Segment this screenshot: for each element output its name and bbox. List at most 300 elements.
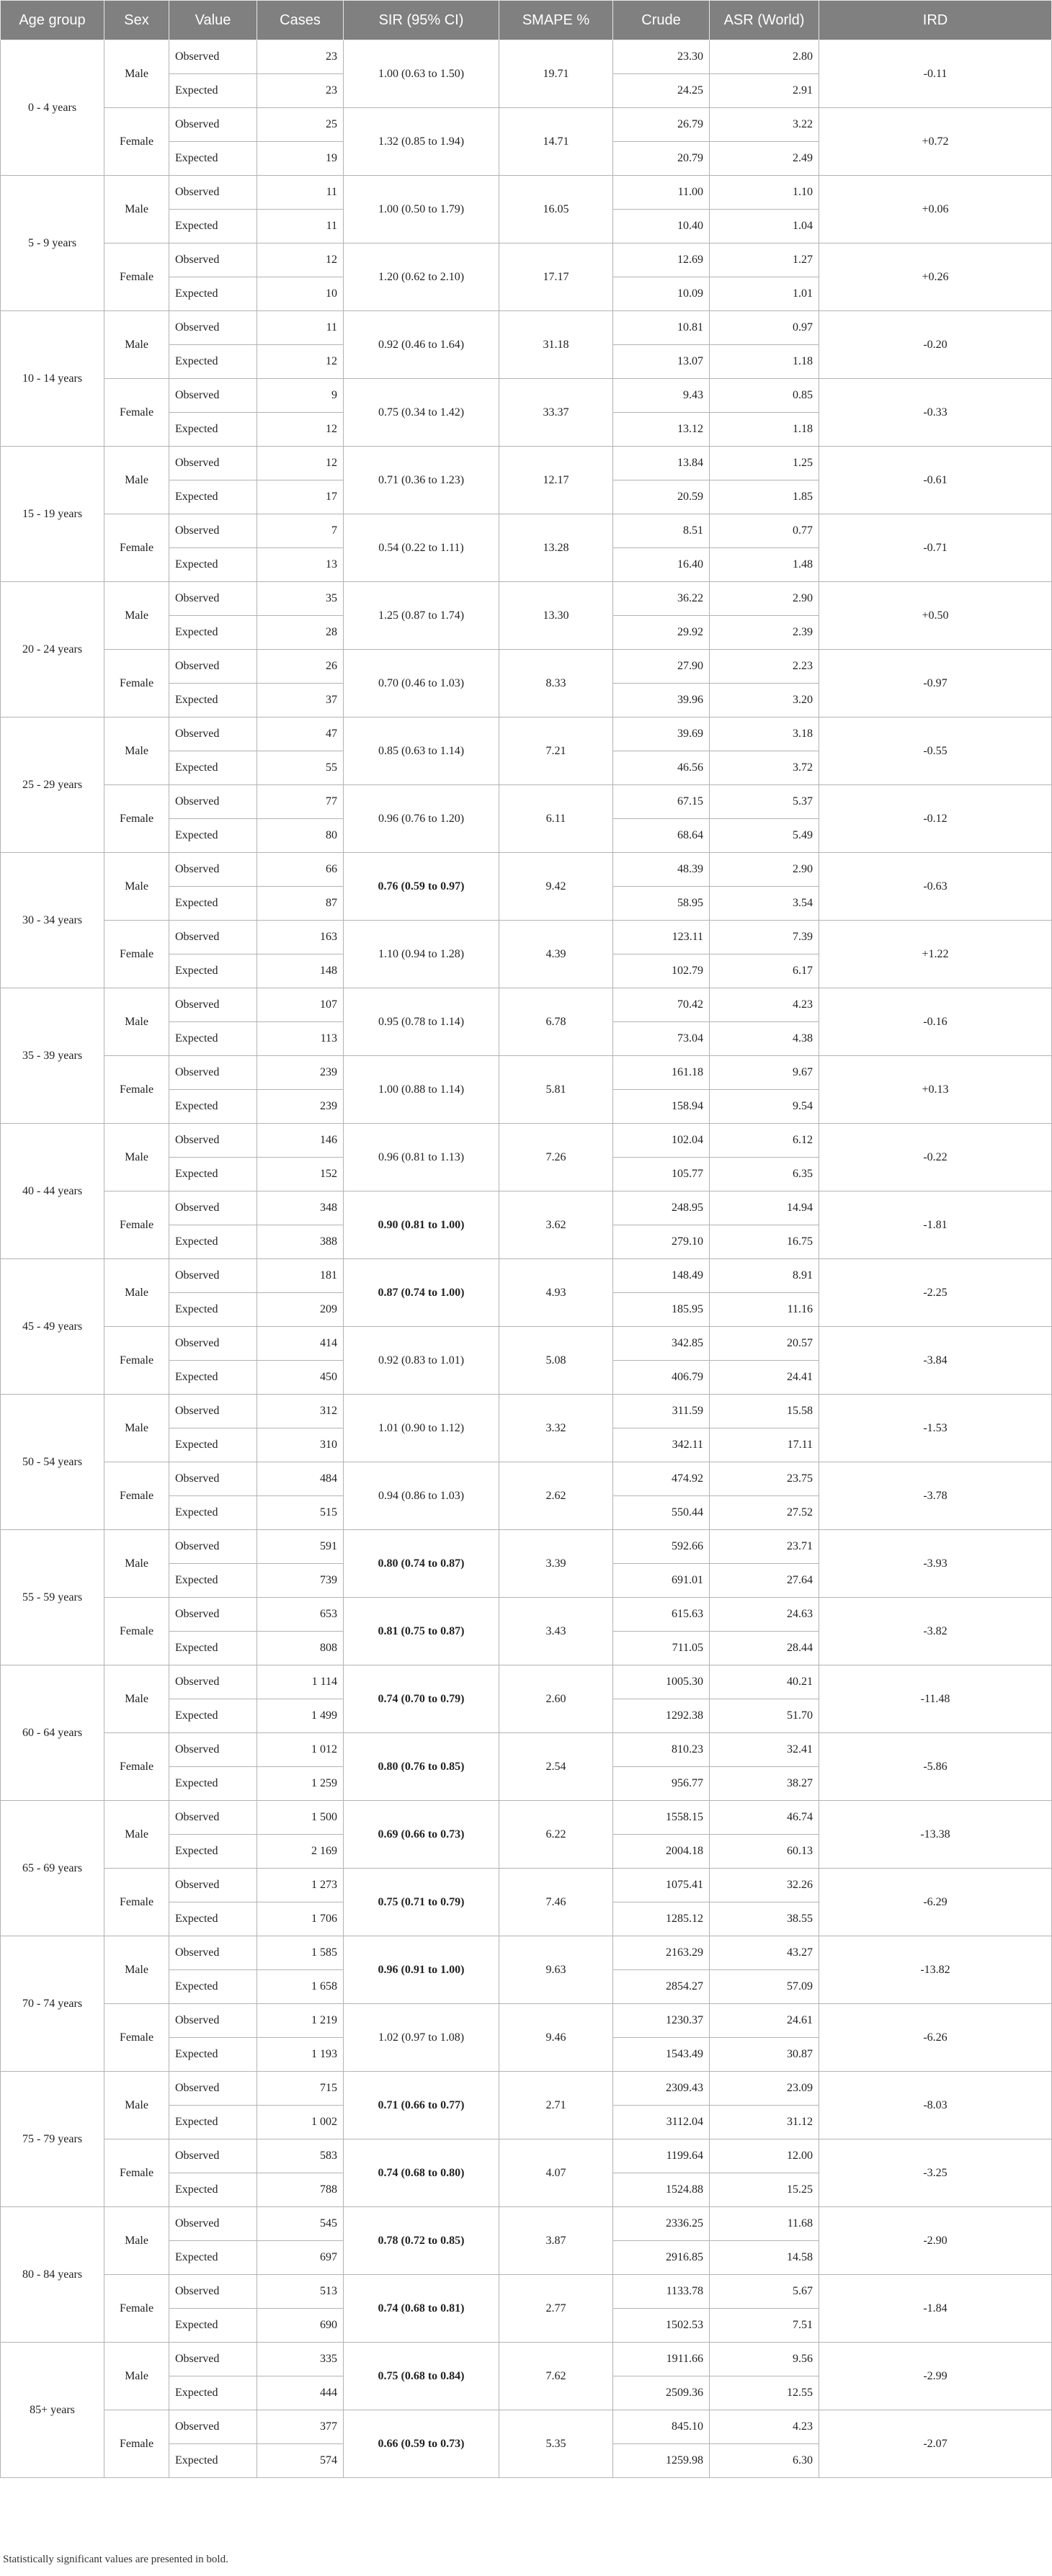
sir-cell: 1.20 (0.62 to 2.10) <box>344 243 499 311</box>
crude-cell: 311.59 <box>613 1395 710 1428</box>
age-group-cell: 25 - 29 years <box>1 717 104 853</box>
asr-cell: 0.77 <box>710 514 819 548</box>
smape-cell: 31.18 <box>499 311 613 379</box>
smape-cell: 4.93 <box>499 1259 613 1327</box>
age-group-cell: 60 - 64 years <box>1 1665 104 1801</box>
ird-cell: -1.81 <box>819 1191 1052 1259</box>
table-row <box>1 1869 1052 1902</box>
asr-cell: 1.85 <box>710 480 819 514</box>
cases-cell: 1 585 <box>257 1936 344 1970</box>
asr-cell: 4.23 <box>710 2410 819 2444</box>
sex-cell: Female <box>104 2410 169 2478</box>
header-age-group: Age group <box>1 1 104 40</box>
value-cell: Observed <box>169 1869 257 1902</box>
asr-cell: 5.37 <box>710 785 819 819</box>
smape-cell: 4.39 <box>499 921 613 988</box>
sir-cell: 0.95 (0.78 to 1.14) <box>344 988 499 1056</box>
cases-cell: 9 <box>257 379 344 413</box>
value-cell: Observed <box>169 1124 257 1158</box>
asr-cell: 5.49 <box>710 819 819 853</box>
crude-cell: 148.49 <box>613 1259 710 1293</box>
age-group-cell: 15 - 19 years <box>1 447 104 582</box>
asr-cell: 0.85 <box>710 379 819 413</box>
cases-cell: 348 <box>257 1191 344 1225</box>
sir-cell: 0.74 (0.68 to 0.81) <box>344 2275 499 2343</box>
asr-cell: 3.18 <box>710 717 819 751</box>
sir-cell: 0.94 (0.86 to 1.03) <box>344 1462 499 1530</box>
cases-cell: 181 <box>257 1259 344 1293</box>
cases-cell: 788 <box>257 2173 344 2207</box>
value-cell: Expected <box>169 74 257 108</box>
asr-cell: 3.22 <box>710 108 819 142</box>
cases-cell: 19 <box>257 142 344 176</box>
crude-cell: 1558.15 <box>613 1801 710 1835</box>
sir-cell: 1.00 (0.63 to 1.50) <box>344 40 499 108</box>
table-row <box>1 717 1052 751</box>
cases-cell: 808 <box>257 1632 344 1665</box>
sex-cell: Male <box>104 2343 169 2410</box>
table-row <box>1 1056 1052 1090</box>
crude-cell: 10.40 <box>613 210 710 243</box>
ird-cell: -2.25 <box>819 1259 1052 1327</box>
value-cell: Observed <box>169 176 257 210</box>
smape-cell: 7.26 <box>499 1124 613 1191</box>
cases-cell: 146 <box>257 1124 344 1158</box>
asr-cell: 1.10 <box>710 176 819 210</box>
table-row <box>1 40 1052 74</box>
asr-cell: 12.00 <box>710 2139 819 2173</box>
sex-cell: Male <box>104 1530 169 1598</box>
sir-cell: 0.75 (0.68 to 0.84) <box>344 2343 499 2410</box>
header-asr: ASR (World) <box>710 1 819 40</box>
table-row <box>1 243 1052 277</box>
crude-cell: 23.30 <box>613 40 710 74</box>
age-group-cell: 0 - 4 years <box>1 40 104 176</box>
value-cell: Observed <box>169 447 257 480</box>
cases-cell: 739 <box>257 1564 344 1598</box>
crude-cell: 406.79 <box>613 1361 710 1395</box>
asr-cell: 1.48 <box>710 548 819 582</box>
crude-cell: 1230.37 <box>613 2004 710 2038</box>
crude-cell: 185.95 <box>613 1293 710 1327</box>
cases-cell: 7 <box>257 514 344 548</box>
value-cell: Observed <box>169 921 257 954</box>
value-cell: Expected <box>169 1496 257 1530</box>
age-group-cell: 5 - 9 years <box>1 176 104 311</box>
ird-cell: -0.11 <box>819 40 1052 108</box>
table-row <box>1 176 1052 210</box>
smape-cell: 5.35 <box>499 2410 613 2478</box>
sex-cell: Female <box>104 108 169 176</box>
sex-cell: Female <box>104 1598 169 1665</box>
asr-cell: 15.25 <box>710 2173 819 2207</box>
age-group-cell: 55 - 59 years <box>1 1530 104 1665</box>
smape-cell: 19.71 <box>499 40 613 108</box>
cases-cell: 23 <box>257 74 344 108</box>
asr-cell: 2.80 <box>710 40 819 74</box>
smape-cell: 16.05 <box>499 176 613 243</box>
asr-cell: 12.55 <box>710 2376 819 2410</box>
age-group-cell: 80 - 84 years <box>1 2207 104 2343</box>
crude-cell: 20.59 <box>613 480 710 514</box>
table-row <box>1 311 1052 345</box>
table-header <box>1 1 1052 40</box>
header-cases: Cases <box>257 1 344 40</box>
asr-cell: 38.27 <box>710 1767 819 1801</box>
cases-cell: 152 <box>257 1158 344 1191</box>
smape-cell: 6.11 <box>499 785 613 853</box>
crude-cell: 102.04 <box>613 1124 710 1158</box>
crude-cell: 1502.53 <box>613 2309 710 2343</box>
table-row <box>1 1530 1052 1564</box>
sir-cell: 0.90 (0.81 to 1.00) <box>344 1191 499 1259</box>
ird-cell: -3.82 <box>819 1598 1052 1665</box>
sex-cell: Male <box>104 2072 169 2139</box>
asr-cell: 1.18 <box>710 345 819 379</box>
asr-cell: 24.41 <box>710 1361 819 1395</box>
crude-cell: 13.07 <box>613 345 710 379</box>
crude-cell: 10.81 <box>613 311 710 345</box>
value-cell: Expected <box>169 751 257 785</box>
cases-cell: 87 <box>257 887 344 921</box>
crude-cell: 11.00 <box>613 176 710 210</box>
ird-cell: -0.61 <box>819 447 1052 514</box>
asr-cell: 24.61 <box>710 2004 819 2038</box>
sex-cell: Male <box>104 582 169 650</box>
value-cell: Expected <box>169 1225 257 1259</box>
asr-cell: 4.38 <box>710 1022 819 1056</box>
crude-cell: 73.04 <box>613 1022 710 1056</box>
asr-cell: 3.54 <box>710 887 819 921</box>
crude-cell: 2916.85 <box>613 2241 710 2275</box>
crude-cell: 592.66 <box>613 1530 710 1564</box>
value-cell: Expected <box>169 277 257 311</box>
smape-cell: 13.30 <box>499 582 613 650</box>
asr-cell: 23.09 <box>710 2072 819 2106</box>
smape-cell: 7.62 <box>499 2343 613 2410</box>
asr-cell: 27.64 <box>710 1564 819 1598</box>
crude-cell: 29.92 <box>613 616 710 650</box>
table-row <box>1 1936 1052 1970</box>
sex-cell: Female <box>104 2004 169 2072</box>
cases-cell: 1 114 <box>257 1665 344 1699</box>
value-cell: Observed <box>169 1733 257 1767</box>
value-cell: Expected <box>169 345 257 379</box>
table-row <box>1 2004 1052 2038</box>
ird-cell: +1.22 <box>819 921 1052 988</box>
header-sex: Sex <box>104 1 169 40</box>
sir-cell: 0.96 (0.81 to 1.13) <box>344 1124 499 1191</box>
cases-cell: 513 <box>257 2275 344 2309</box>
sex-cell: Female <box>104 2275 169 2343</box>
asr-cell: 6.35 <box>710 1158 819 1191</box>
table-row <box>1 853 1052 887</box>
ird-cell: -5.86 <box>819 1733 1052 1801</box>
value-cell: Expected <box>169 413 257 447</box>
crude-cell: 1911.66 <box>613 2343 710 2376</box>
cases-cell: 239 <box>257 1090 344 1124</box>
ird-cell: -1.53 <box>819 1395 1052 1462</box>
asr-cell: 2.91 <box>710 74 819 108</box>
cases-cell: 148 <box>257 954 344 988</box>
asr-cell: 38.55 <box>710 1902 819 1936</box>
crude-cell: 810.23 <box>613 1733 710 1767</box>
ird-cell: -1.84 <box>819 2275 1052 2343</box>
cases-cell: 12 <box>257 413 344 447</box>
sir-cell: 0.78 (0.72 to 0.85) <box>344 2207 499 2275</box>
value-cell: Observed <box>169 2139 257 2173</box>
sex-cell: Male <box>104 311 169 379</box>
value-cell: Expected <box>169 1022 257 1056</box>
crude-cell: 16.40 <box>613 548 710 582</box>
crude-cell: 550.44 <box>613 1496 710 1530</box>
crude-cell: 1005.30 <box>613 1665 710 1699</box>
age-group-cell: 30 - 34 years <box>1 853 104 988</box>
asr-cell: 14.94 <box>710 1191 819 1225</box>
cases-cell: 335 <box>257 2343 344 2376</box>
asr-cell: 2.90 <box>710 582 819 616</box>
value-cell: Expected <box>169 1293 257 1327</box>
asr-cell: 6.30 <box>710 2444 819 2478</box>
crude-cell: 1285.12 <box>613 1902 710 1936</box>
crude-cell: 161.18 <box>613 1056 710 1090</box>
table-row <box>1 2410 1052 2444</box>
cases-cell: 1 002 <box>257 2106 344 2139</box>
value-cell: Expected <box>169 1699 257 1733</box>
sir-cell: 0.71 (0.36 to 1.23) <box>344 447 499 514</box>
crude-cell: 2163.29 <box>613 1936 710 1970</box>
asr-cell: 31.12 <box>710 2106 819 2139</box>
age-group-cell: 45 - 49 years <box>1 1259 104 1395</box>
asr-cell: 51.70 <box>710 1699 819 1733</box>
crude-cell: 46.56 <box>613 751 710 785</box>
smape-cell: 8.33 <box>499 650 613 717</box>
value-cell: Observed <box>169 1395 257 1428</box>
asr-cell: 14.58 <box>710 2241 819 2275</box>
sir-cell: 0.96 (0.76 to 1.20) <box>344 785 499 853</box>
cases-cell: 450 <box>257 1361 344 1395</box>
cases-cell: 17 <box>257 480 344 514</box>
sir-cell: 0.76 (0.59 to 0.97) <box>344 853 499 921</box>
sir-cell: 0.81 (0.75 to 0.87) <box>344 1598 499 1665</box>
crude-cell: 48.39 <box>613 853 710 887</box>
value-cell: Observed <box>169 2004 257 2038</box>
value-cell: Expected <box>169 819 257 853</box>
header-smape: SMAPE % <box>499 1 613 40</box>
crude-cell: 2004.18 <box>613 1835 710 1869</box>
table-row <box>1 988 1052 1022</box>
cases-cell: 1 500 <box>257 1801 344 1835</box>
crude-cell: 845.10 <box>613 2410 710 2444</box>
sex-cell: Female <box>104 1327 169 1395</box>
value-cell: Expected <box>169 684 257 717</box>
age-group-cell: 35 - 39 years <box>1 988 104 1124</box>
asr-cell: 11.68 <box>710 2207 819 2241</box>
crude-cell: 39.96 <box>613 684 710 717</box>
crude-cell: 342.85 <box>613 1327 710 1361</box>
ird-cell: -0.20 <box>819 311 1052 379</box>
table-row <box>1 1124 1052 1158</box>
crude-cell: 956.77 <box>613 1767 710 1801</box>
value-cell: Expected <box>169 2309 257 2343</box>
crude-cell: 158.94 <box>613 1090 710 1124</box>
cases-cell: 11 <box>257 311 344 345</box>
sir-cell: 1.01 (0.90 to 1.12) <box>344 1395 499 1462</box>
smape-cell: 7.46 <box>499 1869 613 1936</box>
value-cell: Observed <box>169 988 257 1022</box>
ird-cell: -13.38 <box>819 1801 1052 1869</box>
cases-cell: 12 <box>257 243 344 277</box>
cases-cell: 545 <box>257 2207 344 2241</box>
crude-cell: 615.63 <box>613 1598 710 1632</box>
sir-cell: 0.54 (0.22 to 1.11) <box>344 514 499 582</box>
value-cell: Expected <box>169 1090 257 1124</box>
crude-cell: 26.79 <box>613 108 710 142</box>
sex-cell: Male <box>104 2207 169 2275</box>
age-group-cell: 10 - 14 years <box>1 311 104 447</box>
asr-cell: 30.87 <box>710 2038 819 2072</box>
value-cell: Expected <box>169 954 257 988</box>
value-cell: Observed <box>169 853 257 887</box>
sex-cell: Male <box>104 1395 169 1462</box>
crude-cell: 691.01 <box>613 1564 710 1598</box>
table-row <box>1 1665 1052 1699</box>
cases-cell: 66 <box>257 853 344 887</box>
table-body <box>1 40 1052 2478</box>
cases-cell: 690 <box>257 2309 344 2343</box>
table-row <box>1 1733 1052 1767</box>
crude-cell: 2336.25 <box>613 2207 710 2241</box>
table-row <box>1 2275 1052 2309</box>
smape-cell: 5.81 <box>499 1056 613 1124</box>
value-cell: Observed <box>169 582 257 616</box>
crude-cell: 12.69 <box>613 243 710 277</box>
crude-cell: 24.25 <box>613 74 710 108</box>
value-cell: Expected <box>169 1902 257 1936</box>
cases-cell: 591 <box>257 1530 344 1564</box>
asr-cell: 1.27 <box>710 243 819 277</box>
asr-cell: 2.90 <box>710 853 819 887</box>
crude-cell: 248.95 <box>613 1191 710 1225</box>
smape-cell: 2.62 <box>499 1462 613 1530</box>
sex-cell: Male <box>104 1801 169 1869</box>
crude-cell: 1133.78 <box>613 2275 710 2309</box>
sex-cell: Male <box>104 853 169 921</box>
asr-cell: 4.23 <box>710 988 819 1022</box>
value-cell: Expected <box>169 2444 257 2478</box>
value-cell: Expected <box>169 2376 257 2410</box>
ird-cell: -0.63 <box>819 853 1052 921</box>
asr-cell: 11.16 <box>710 1293 819 1327</box>
smape-cell: 6.22 <box>499 1801 613 1869</box>
smape-cell: 3.87 <box>499 2207 613 2275</box>
smape-cell: 13.28 <box>499 514 613 582</box>
asr-cell: 27.52 <box>710 1496 819 1530</box>
crude-cell: 279.10 <box>613 1225 710 1259</box>
ird-cell: -0.71 <box>819 514 1052 582</box>
table-row <box>1 1259 1052 1293</box>
crude-cell: 123.11 <box>613 921 710 954</box>
value-cell: Expected <box>169 210 257 243</box>
smape-cell: 5.08 <box>499 1327 613 1395</box>
sex-cell: Female <box>104 379 169 447</box>
asr-cell: 16.75 <box>710 1225 819 1259</box>
table-row <box>1 582 1052 616</box>
asr-cell: 2.23 <box>710 650 819 684</box>
sex-cell: Male <box>104 447 169 514</box>
crude-cell: 13.12 <box>613 413 710 447</box>
cases-cell: 1 706 <box>257 1902 344 1936</box>
value-cell: Observed <box>169 1056 257 1090</box>
table-row <box>1 108 1052 142</box>
ird-cell: -13.82 <box>819 1936 1052 2004</box>
cases-cell: 1 193 <box>257 2038 344 2072</box>
value-cell: Expected <box>169 616 257 650</box>
sir-cell: 0.92 (0.83 to 1.01) <box>344 1327 499 1395</box>
value-cell: Observed <box>169 1665 257 1699</box>
footnote: Statistically significant values are presented in bold. <box>3 2554 228 2565</box>
sex-cell: Female <box>104 785 169 853</box>
value-cell: Observed <box>169 1936 257 1970</box>
cases-cell: 23 <box>257 40 344 74</box>
sex-cell: Female <box>104 921 169 988</box>
cases-cell: 77 <box>257 785 344 819</box>
sex-cell: Female <box>104 243 169 311</box>
table-row <box>1 921 1052 954</box>
table-row <box>1 2343 1052 2376</box>
cases-cell: 37 <box>257 684 344 717</box>
value-cell: Observed <box>169 1191 257 1225</box>
sir-cell: 0.87 (0.74 to 1.00) <box>344 1259 499 1327</box>
ird-cell: -6.26 <box>819 2004 1052 2072</box>
crude-cell: 67.15 <box>613 785 710 819</box>
asr-cell: 1.18 <box>710 413 819 447</box>
asr-cell: 24.63 <box>710 1598 819 1632</box>
cases-cell: 697 <box>257 2241 344 2275</box>
asr-cell: 1.04 <box>710 210 819 243</box>
cases-cell: 11 <box>257 176 344 210</box>
asr-cell: 57.09 <box>710 1970 819 2004</box>
asr-cell: 6.12 <box>710 1124 819 1158</box>
sex-cell: Male <box>104 1259 169 1327</box>
header-crude: Crude <box>613 1 710 40</box>
value-cell: Observed <box>169 243 257 277</box>
value-cell: Observed <box>169 2343 257 2376</box>
asr-cell: 1.01 <box>710 277 819 311</box>
asr-cell: 1.25 <box>710 447 819 480</box>
value-cell: Expected <box>169 142 257 176</box>
sir-cell: 1.00 (0.50 to 1.79) <box>344 176 499 243</box>
value-cell: Observed <box>169 514 257 548</box>
sex-cell: Female <box>104 1056 169 1124</box>
value-cell: Observed <box>169 311 257 345</box>
table-row <box>1 2072 1052 2106</box>
crude-cell: 13.84 <box>613 447 710 480</box>
ird-cell: +0.50 <box>819 582 1052 650</box>
asr-cell: 2.39 <box>710 616 819 650</box>
cases-cell: 310 <box>257 1428 344 1462</box>
crude-cell: 1259.98 <box>613 2444 710 2478</box>
sir-cell: 0.75 (0.71 to 0.79) <box>344 1869 499 1936</box>
sir-cell: 1.00 (0.88 to 1.14) <box>344 1056 499 1124</box>
value-cell: Expected <box>169 548 257 582</box>
crude-cell: 1543.49 <box>613 2038 710 2072</box>
smape-cell: 3.43 <box>499 1598 613 1665</box>
header-sir: SIR (95% CI) <box>344 1 499 40</box>
ird-cell: -0.33 <box>819 379 1052 447</box>
value-cell: Expected <box>169 2173 257 2207</box>
age-group-cell: 50 - 54 years <box>1 1395 104 1530</box>
